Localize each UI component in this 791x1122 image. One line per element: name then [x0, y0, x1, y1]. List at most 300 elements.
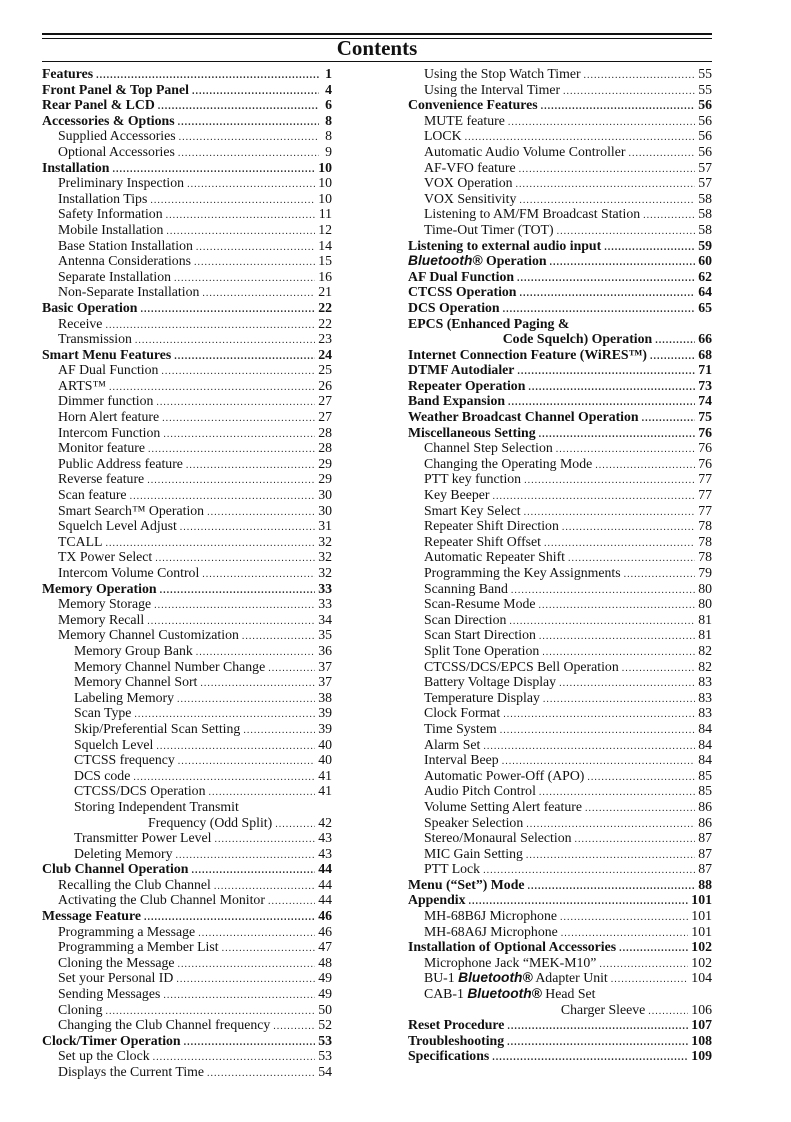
toc-entry	[42, 300, 332, 316]
dot-leader	[178, 957, 316, 973]
toc-entry-label: Labeling Memory	[74, 689, 175, 705]
toc-entry-label: Key Beeper	[424, 487, 490, 503]
toc-entry-label: Channel Step Selection	[424, 440, 553, 456]
toc-entry	[408, 674, 712, 690]
dot-leader	[524, 473, 695, 489]
toc-entry	[408, 456, 712, 472]
toc-entry	[42, 393, 332, 409]
toc-entry-label: Stereo/Monaural Selection	[424, 830, 572, 846]
dot-leader	[176, 972, 315, 988]
toc-entry-page: 74	[698, 393, 712, 409]
toc-entry	[42, 752, 332, 768]
dot-leader	[604, 240, 695, 256]
toc-entry-page: 75	[698, 409, 712, 425]
dot-leader	[509, 614, 695, 630]
toc-entry	[42, 799, 332, 815]
toc-entry-page: 84	[698, 720, 712, 736]
toc-entry-page: 44	[318, 892, 332, 908]
toc-entry-label: VOX Operation	[424, 175, 513, 191]
dot-leader	[650, 349, 695, 365]
dot-leader	[147, 473, 315, 489]
toc-entry-label: Sending Messages	[58, 986, 161, 1002]
toc-entry	[42, 549, 332, 565]
toc-entry-page: 31	[318, 518, 332, 534]
dot-leader	[186, 458, 315, 474]
toc-entry-page: 44	[318, 876, 332, 892]
dot-leader	[163, 427, 315, 443]
toc-entry-page: 76	[698, 424, 712, 440]
toc-entry-label: Programming the Key Assignments	[424, 565, 621, 580]
toc-entry	[42, 830, 332, 846]
toc-entry	[42, 768, 332, 784]
toc-entry	[42, 518, 332, 534]
toc-entry-page: 62	[698, 268, 712, 284]
toc-entry-page: 46	[318, 908, 332, 924]
toc-entry-page: 56	[698, 128, 712, 144]
toc-entry-label: Displays the Current Time	[58, 1064, 205, 1079]
toc-entry-label: Club Channel Operation	[42, 861, 189, 877]
toc-entry-label: Audio Pitch Control	[424, 783, 536, 799]
toc-entry-page: 32	[318, 549, 332, 565]
toc-entry-label: Automatic Audio Volume Controller	[424, 143, 626, 159]
toc-entry-label: Changing the Operating Mode	[424, 455, 593, 471]
toc-entry-page: 64	[698, 284, 712, 300]
toc-entry-page: 108	[691, 1032, 712, 1048]
dot-leader	[207, 505, 315, 521]
toc-entry-page: 78	[698, 533, 712, 549]
toc-entry-label: Recalling the Club Channel	[58, 876, 211, 892]
toc-entry-label: Receive	[58, 315, 103, 331]
toc-entry	[408, 175, 712, 191]
toc-entry	[42, 986, 332, 1002]
dot-leader	[187, 177, 315, 193]
toc-entry-label: CAB-1 Bluetooth® Head Set	[424, 986, 596, 1002]
toc-entry-label: Memory Channel Customization	[58, 627, 239, 643]
toc-entry	[408, 238, 712, 254]
toc-entry-page: 59	[698, 237, 712, 253]
toc-entry	[408, 705, 712, 721]
dot-leader	[519, 286, 695, 302]
toc-entry-page: 15	[318, 253, 332, 269]
toc-entry	[42, 284, 332, 300]
dot-leader	[156, 395, 315, 411]
toc-entry-page: 8	[325, 128, 332, 144]
toc-entry	[42, 861, 332, 877]
dot-leader	[140, 302, 315, 318]
toc-entry	[42, 253, 332, 269]
toc-entry-label: Bluetooth® Operation	[408, 253, 547, 269]
toc-entry	[408, 627, 712, 643]
toc-entry-page: 47	[318, 939, 332, 955]
toc-entry-label: Time-Out Timer (TOT)	[424, 221, 554, 237]
toc-entry	[42, 347, 332, 363]
toc-entry-label: VOX Sensitivity	[424, 190, 517, 206]
dot-leader	[575, 832, 696, 848]
dot-leader	[178, 115, 319, 131]
toc-entry	[42, 175, 332, 191]
dot-leader	[196, 240, 315, 256]
toc-entry-label: Scan Type	[74, 705, 132, 721]
toc-entry-label: Smart Search™ Operation	[58, 502, 205, 518]
toc-entry	[42, 892, 332, 908]
toc-entry	[42, 378, 332, 394]
toc-entry	[408, 970, 712, 986]
dot-leader	[105, 318, 315, 334]
toc-entry	[42, 362, 332, 378]
toc-entry-label: Supplied Accessories	[58, 128, 176, 144]
toc-entry	[408, 908, 712, 924]
toc-entry-label: Internet Connection Feature (WiRES™)	[408, 346, 647, 362]
toc-entry-label: LOCK	[424, 128, 462, 144]
toc-entry	[42, 534, 332, 550]
toc-left-column	[42, 66, 332, 1080]
toc-entry	[42, 128, 332, 144]
toc-entry-page: 81	[698, 611, 712, 627]
toc-entry-page: 79	[698, 565, 712, 580]
toc-entry	[42, 331, 332, 347]
dot-leader	[500, 723, 695, 739]
toc-entry-page: 65	[698, 299, 712, 315]
toc-entry-page: 8	[325, 112, 332, 128]
toc-entry	[408, 1017, 712, 1033]
toc-entry-label: Memory Storage	[58, 596, 152, 612]
dot-leader	[560, 910, 688, 926]
dot-leader	[178, 146, 319, 162]
toc-entry-label: Activating the Club Channel Monitor	[58, 892, 265, 908]
toc-entry	[408, 955, 712, 971]
toc-entry-label: Monitor feature	[58, 440, 145, 456]
toc-entry-label: CTCSS/DCS Operation	[74, 783, 206, 799]
toc-entry-label: Specifications	[408, 1048, 490, 1064]
toc-entry-label: Code Squelch) Operation	[502, 331, 653, 347]
toc-entry	[408, 861, 712, 877]
dot-leader	[202, 286, 315, 302]
toc-entry-label: Memory Recall	[58, 611, 145, 627]
toc-entry-page: 77	[698, 471, 712, 487]
toc-entry-page: 25	[318, 362, 332, 378]
dot-leader	[539, 427, 696, 443]
toc-entry	[408, 643, 712, 659]
dot-leader	[648, 1004, 688, 1020]
toc-entry	[42, 269, 332, 285]
toc-entry	[408, 549, 712, 565]
dot-leader	[154, 598, 315, 614]
toc-entry	[42, 612, 332, 628]
toc-entry-label: Scan Start Direction	[424, 627, 536, 643]
toc-entry-page: 30	[318, 502, 332, 518]
toc-entry-page: 102	[691, 939, 712, 955]
toc-entry-label: Memory Group Bank	[74, 642, 193, 658]
dot-leader	[507, 1019, 688, 1035]
toc-entry-page: 71	[698, 362, 712, 378]
toc-entry	[42, 939, 332, 955]
toc-entry-page: 85	[698, 783, 712, 799]
toc-entry-label: Programming a Message	[58, 923, 196, 939]
toc-entry	[408, 596, 712, 612]
toc-entry-label: TCALL	[58, 533, 103, 549]
toc-entry-page: 101	[691, 923, 712, 939]
dot-leader	[166, 208, 316, 224]
toc-entry-label: Changing the Club Channel frequency	[58, 1017, 271, 1033]
toc-entry-page: 77	[698, 502, 712, 518]
toc-entry-label: Clock Format	[424, 705, 501, 721]
dot-leader	[242, 629, 315, 645]
toc-entry	[42, 82, 332, 98]
toc-entry	[42, 705, 332, 721]
dot-leader	[541, 99, 696, 115]
dot-leader	[493, 489, 696, 505]
toc-entry	[42, 191, 332, 207]
toc-entry-page: 84	[698, 736, 712, 752]
toc-entry-page: 104	[691, 970, 712, 986]
toc-entry	[42, 1048, 332, 1064]
dot-leader	[543, 692, 695, 708]
dot-leader	[624, 567, 696, 583]
toc-entry	[408, 487, 712, 503]
toc-entry-label: Automatic Repeater Shift	[424, 549, 565, 565]
toc-entry	[408, 347, 712, 363]
toc-entry	[408, 222, 712, 238]
toc-entry-page: 57	[698, 159, 712, 175]
toc-entry	[42, 503, 332, 519]
toc-entry	[408, 518, 712, 534]
toc-entry	[408, 191, 712, 207]
toc-entry-label: EPCS (Enhanced Paging &	[408, 315, 570, 331]
toc-entry-page: 40	[318, 736, 332, 752]
toc-entry-page: 102	[691, 954, 712, 970]
toc-entry-page: 101	[691, 892, 712, 908]
toc-entry-page: 82	[698, 658, 712, 674]
toc-entry	[408, 471, 712, 487]
toc-entry-label: Skip/Preferential Scan Setting	[74, 720, 241, 736]
toc-entry-label: Temperature Display	[424, 689, 540, 705]
toc-entry-label: Smart Key Select	[424, 502, 521, 518]
toc-entry	[408, 378, 712, 394]
toc-entry	[42, 659, 332, 675]
toc-entry-page: 42	[318, 814, 332, 830]
toc-entry	[408, 924, 712, 940]
toc-entry-label: Horn Alert feature	[58, 409, 160, 425]
toc-entry	[42, 409, 332, 425]
toc-entry-label: Interval Beep	[424, 752, 499, 768]
toc-entry-label: Using the Interval Timer	[424, 81, 561, 97]
toc-entry-label: Smart Menu Features	[42, 346, 172, 362]
toc-entry-label: Preliminary Inspection	[58, 175, 185, 191]
dot-leader	[643, 208, 695, 224]
dot-leader	[519, 162, 696, 178]
toc-entry-label: Menu (“Set”) Mode	[408, 876, 525, 892]
toc-entry-label: DCS Operation	[408, 299, 500, 315]
toc-entry-label: Rear Panel & LCD	[42, 97, 155, 113]
toc-entry-page: 43	[318, 845, 332, 861]
toc-entry-page: 39	[318, 720, 332, 736]
toc-entry-page: 87	[698, 830, 712, 846]
dot-leader	[194, 255, 315, 271]
toc-entry-label: Scan Direction	[424, 611, 507, 627]
toc-entry-page: 86	[698, 814, 712, 830]
toc-entry-page: 12	[318, 221, 332, 237]
toc-entry	[408, 269, 712, 285]
dot-leader	[243, 723, 315, 739]
toc-entry-label: Frequency (Odd Split)	[148, 814, 273, 830]
toc-entry-page: 10	[318, 159, 332, 175]
toc-entry-page: 38	[318, 689, 332, 705]
toc-entry-page: 37	[318, 674, 332, 690]
toc-entry	[42, 596, 332, 612]
toc-entry-page: 83	[698, 705, 712, 721]
toc-entry	[408, 892, 712, 908]
dot-leader	[562, 520, 695, 536]
toc-entry-label: Safety Information	[58, 206, 163, 222]
toc-entry	[408, 612, 712, 628]
toc-entry-label: Squelch Level Adjust	[58, 518, 177, 534]
toc-entry-page: 58	[698, 190, 712, 206]
toc-entry-page: 35	[318, 627, 332, 643]
dot-leader	[214, 832, 315, 848]
toc-entry-page: 80	[698, 580, 712, 596]
dot-leader	[175, 848, 315, 864]
toc-entry-label: Intercom Function	[58, 424, 161, 440]
toc-entry-label: Basic Operation	[42, 299, 138, 315]
toc-entry-page: 30	[318, 487, 332, 503]
toc-entry-label: Volume Setting Alert feature	[424, 798, 582, 814]
dot-leader	[161, 364, 315, 380]
toc-entry	[408, 1002, 712, 1018]
dot-leader	[483, 739, 695, 755]
toc-entry-page: 28	[318, 424, 332, 440]
toc-entry-label: Convenience Features	[408, 97, 538, 113]
toc-entry-page: 10	[318, 190, 332, 206]
toc-entry-label: Public Address feature	[58, 455, 183, 471]
toc-entry-page: 101	[691, 908, 712, 924]
toc-entry-page: 53	[318, 1048, 332, 1064]
toc-entry-label: Antenna Considerations	[58, 253, 191, 269]
toc-entry-label: Band Expansion	[408, 393, 506, 409]
toc-entry-page: 88	[698, 876, 712, 892]
toc-entry-label: Listening to external audio input	[408, 237, 602, 253]
dot-leader	[178, 754, 315, 770]
toc-entry-label: CTCSS Operation	[408, 284, 517, 300]
dot-leader	[544, 536, 695, 552]
toc-entry	[42, 425, 332, 441]
toc-entry-page: 10	[318, 175, 332, 191]
toc-entry	[42, 815, 332, 831]
toc-entry	[408, 503, 712, 519]
toc-entry	[42, 846, 332, 862]
toc-entry-label: Scanning Band	[424, 580, 508, 596]
toc-entry-page: 29	[318, 455, 332, 471]
toc-entry	[408, 721, 712, 737]
toc-entry-page: 87	[698, 845, 712, 861]
toc-entry-label: DCS code	[74, 767, 131, 783]
dot-leader	[619, 941, 688, 957]
toc-entry-label: Programming a Member List	[58, 939, 219, 955]
dot-leader	[517, 364, 695, 380]
toc-entry	[42, 97, 332, 113]
dot-leader	[539, 629, 695, 645]
dot-leader	[492, 1050, 688, 1066]
toc-entry-page: 86	[698, 798, 712, 814]
toc-entry-page: 41	[318, 783, 332, 799]
toc-entry	[408, 799, 712, 815]
toc-entry-page: 87	[698, 861, 712, 877]
dot-leader	[160, 583, 316, 599]
dot-leader	[611, 972, 689, 988]
dot-leader	[508, 115, 695, 131]
toc-entry-label: AF Dual Function	[58, 362, 159, 378]
toc-entry-page: 85	[698, 767, 712, 783]
toc-entry	[408, 82, 712, 98]
dot-leader	[622, 661, 695, 677]
toc-entry-label: Dimmer function	[58, 393, 154, 409]
toc-entry-page: 27	[318, 393, 332, 409]
toc-entry	[408, 986, 712, 1002]
toc-entry-label: ARTS™	[58, 377, 106, 393]
toc-entry-page: 76	[698, 455, 712, 471]
toc-entry-page: 46	[318, 923, 332, 939]
toc-entry-label: Reverse feature	[58, 471, 145, 487]
toc-right-column	[408, 66, 712, 1064]
toc-entry-label: Intercom Volume Control	[58, 565, 200, 580]
toc-entry-page: 60	[698, 253, 712, 269]
toc-entry-page: 81	[698, 627, 712, 643]
toc-entry-page: 107	[691, 1017, 712, 1033]
toc-entry-page: 33	[318, 596, 332, 612]
toc-entry	[42, 238, 332, 254]
toc-entry	[408, 362, 712, 378]
dot-leader	[177, 692, 315, 708]
toc-entry-page: 83	[698, 674, 712, 690]
toc-entry	[42, 690, 332, 706]
dot-leader	[163, 988, 315, 1004]
toc-entry-label: Battery Voltage Display	[424, 674, 557, 690]
toc-entry-label: Separate Installation	[58, 268, 172, 284]
toc-entry-label: Reset Procedure	[408, 1017, 505, 1033]
toc-entry-label: Speaker Selection	[424, 814, 524, 830]
toc-entry-page: 32	[318, 565, 332, 580]
dot-leader	[511, 583, 695, 599]
toc-entry	[408, 815, 712, 831]
toc-entry	[42, 908, 332, 924]
toc-entry	[42, 144, 332, 160]
toc-entry	[408, 846, 712, 862]
toc-entry	[408, 690, 712, 706]
toc-entry-page: 50	[318, 1001, 332, 1017]
contents-page	[42, 0, 712, 1122]
toc-entry-label: Scan feature	[58, 487, 127, 503]
toc-entry-label: Non-Separate Installation	[58, 284, 200, 300]
dot-leader	[507, 1035, 688, 1051]
toc-entry	[42, 674, 332, 690]
toc-entry-label: Scan-Resume Mode	[424, 596, 536, 612]
dot-leader	[273, 1019, 315, 1035]
dot-leader	[528, 380, 695, 396]
toc-entry-page: 55	[698, 81, 712, 97]
dot-leader	[174, 349, 315, 365]
dot-leader	[184, 1035, 316, 1051]
toc-entry	[408, 659, 712, 675]
toc-entry-page: 1	[325, 66, 332, 81]
toc-entry-label: BU-1 Bluetooth® Adapter Unit	[424, 970, 608, 986]
toc-entry-page: 68	[698, 346, 712, 362]
toc-entry-page: 57	[698, 175, 712, 191]
dot-leader	[503, 707, 695, 723]
toc-entry-page: 77	[698, 487, 712, 503]
toc-entry-label: Front Panel & Top Panel	[42, 81, 189, 97]
toc-entry	[42, 1033, 332, 1049]
toc-entry-label: MH-68B6J Microphone	[424, 908, 557, 924]
dot-leader	[162, 411, 315, 427]
